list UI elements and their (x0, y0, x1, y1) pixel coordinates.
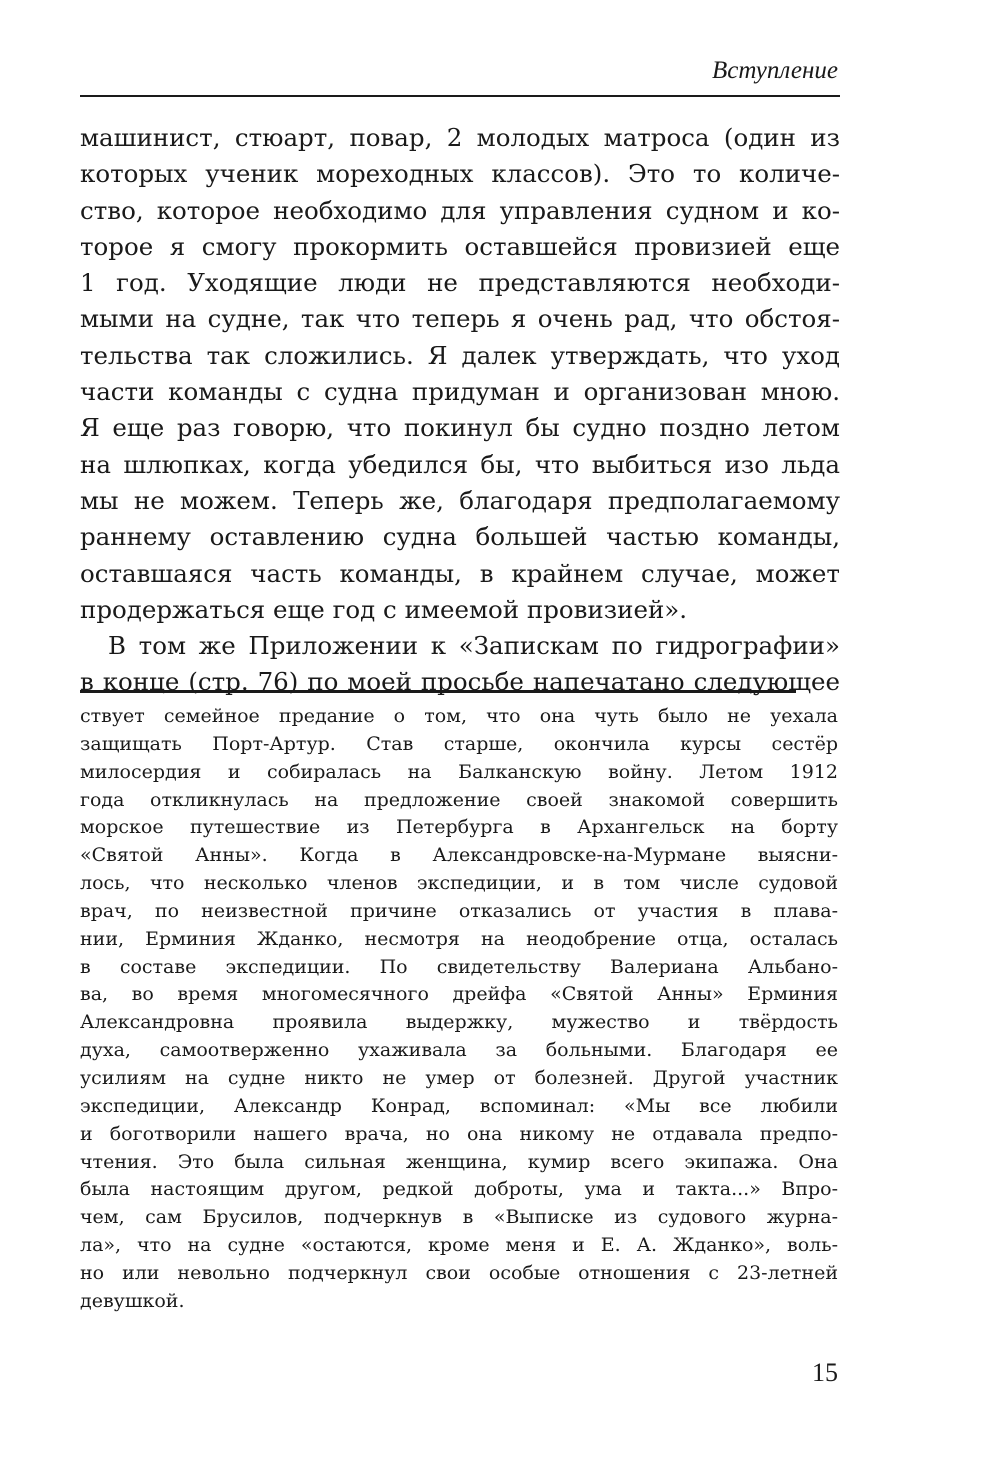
footnote-line: ла», что на судне «остаются, кроме меня и Е. А. Жданко», воль- (80, 1234, 838, 1257)
footnote-line: но или невольно подчеркнул свои особые отношения с 23-летней (80, 1261, 838, 1284)
footnote-line: усилиям на судне никто не умер от болезней. Другой участник (80, 1066, 838, 1089)
footnote-line: в составе экспедиции. По свидетельству Валериана Альбано- (80, 955, 838, 978)
footnote-line: нии, Ерминия Жданко, несмотря на неодобрение отца, осталась (80, 927, 838, 950)
footnote-line: девушкой. (80, 1289, 185, 1312)
footnote-line: ва, во время многомесячного дрейфа «Святой Анны» Ерминия (80, 983, 838, 1006)
main-text-line: машинист, стюарт, повар, 2 молодых матроса (один из (80, 123, 840, 152)
footnote-line: экспедиции, Александр Конрад, вспоминал: «Мы все любили (80, 1094, 838, 1117)
running-title: Вступление (711, 57, 838, 84)
main-text-line: оставшаяся часть команды, в крайнем случае, может (80, 558, 840, 588)
main-text-line: мыми на судне, так что теперь я очень рад, что обстоя- (80, 304, 840, 334)
footnote-line: морское путешествие из Петербурга в Архангельск на борту (80, 816, 838, 839)
footnote-line: года откликнулась на предложение своей знакомой совершить (80, 788, 838, 811)
footnote-line: врач, по неизвестной причине отказались от участия в плава- (80, 899, 838, 922)
footnote-line: чем, сам Брусилов, подчеркнув в «Выписке из судового журна- (80, 1206, 838, 1229)
main-text-line: мы не можем. Теперь же, благодаря предполагаемому (80, 485, 840, 515)
footnote-line: духа, самоотверженно ухаживала за больными. Благодаря ее (80, 1039, 838, 1062)
main-text-line: в конце (стр. 76) по моей просьбе напечатано следующее (80, 667, 840, 697)
main-text-line: части команды с судна придуман и организован мною. (80, 377, 840, 407)
header-rule (80, 95, 840, 97)
footnote-block (80, 703, 838, 1316)
main-text-line: которых ученик мореходных классов). Это то количе- (80, 159, 840, 189)
main-text-line: торое я смогу прокормить оставшейся провизией еще (80, 231, 840, 261)
footnote-line: милосердия и собиралась на Балканскую войну. Летом 1912 (80, 760, 838, 783)
footnote-line: ствует семейное предание о том, что она чуть было не уехала (80, 705, 838, 727)
main-text-line: тельства так сложились. Я далек утверждать, что уход (80, 340, 840, 370)
main-text-line: на шлюпках, когда убедился бы, что выбиться изо льда (80, 449, 840, 479)
main-text-line: раннему оставлению судна большей частью команды, (80, 522, 840, 552)
footnote-line: и боготворили нашего врача, но она никому не отдавала предпо- (80, 1122, 838, 1145)
main-text-line: Я еще раз говорю, что покинул бы судно поздно летом (80, 413, 840, 443)
footnote-line: лось, что несколько членов экспедиции, и в том числе судовой (80, 872, 838, 895)
main-text-line: В том же Приложении к «Запискам по гидрографии» (108, 631, 840, 661)
main-text-line: 1 год. Уходящие люди не представляются необходи- (80, 268, 840, 298)
footnote-line: была настоящим другом, редкой доброты, ума и такта...» Впро- (80, 1178, 838, 1201)
footnote-line: «Святой Анны». Когда в Александровске-на-Мурмане выясни- (80, 844, 838, 867)
main-text-line: ство, которое необходимо для управления судном и ко- (80, 195, 840, 225)
footnote-line: чтения. Это была сильная женщина, кумир всего экипажа. Она (80, 1150, 838, 1173)
footnote-line: Александровна проявила выдержку, мужество и твёрдость (80, 1011, 838, 1034)
main-text-block (80, 120, 840, 701)
footnote-rule (80, 690, 796, 693)
page-number: 15 (812, 1358, 838, 1387)
main-text-line: продержаться еще год с имеемой провизией». (80, 594, 688, 624)
footnote-line: защищать Порт-Артур. Став старше, окончила курсы сестёр (80, 732, 838, 755)
